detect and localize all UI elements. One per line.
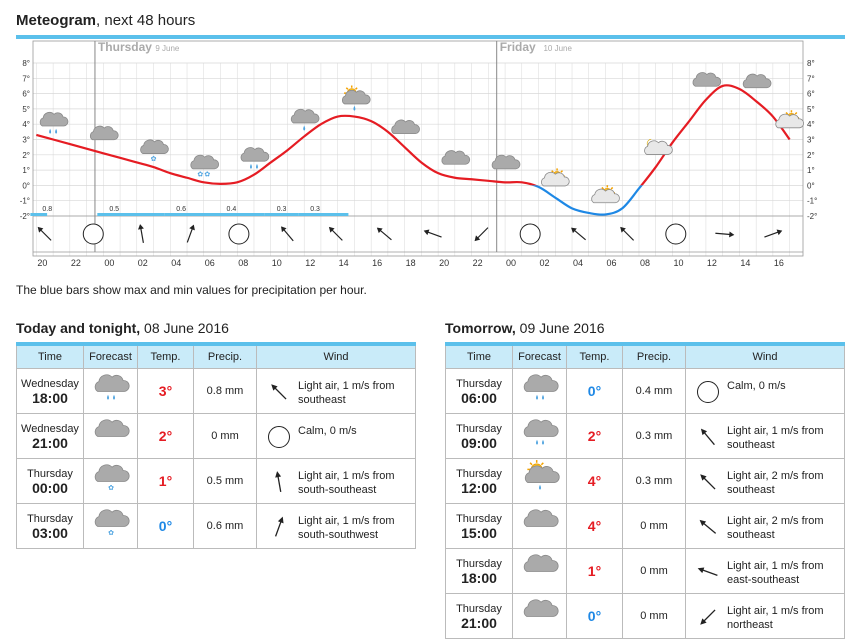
y-tick-right: 5°	[807, 104, 815, 114]
day-date: 10 June	[543, 44, 572, 53]
row-hour: 21:00	[32, 434, 68, 451]
wind-arrow-head	[274, 470, 281, 477]
row-day: Wednesday	[21, 422, 79, 435]
rain-drop	[49, 129, 51, 134]
precipitation-value: 0.8 mm	[194, 368, 257, 413]
cloud-icon	[442, 151, 470, 165]
forecast-cell	[513, 593, 567, 638]
column-header-precip: Precip.	[623, 344, 686, 368]
wind-arrow-head	[189, 224, 196, 231]
time-cell	[446, 458, 513, 503]
forecast-cell	[513, 548, 567, 593]
wind-description: Light air, 1 m/s from south-southeast	[298, 469, 395, 496]
wind-arrow-icon	[36, 225, 54, 243]
meteogram-title-rest: , next 48 hours	[96, 12, 196, 29]
hour-label: 20	[439, 258, 450, 268]
snowflake: ✿	[197, 170, 204, 179]
column-header-time: Time	[17, 344, 84, 368]
rain-drop	[113, 395, 115, 400]
precipitation-value: 0 mm	[623, 503, 686, 548]
wind-arrow-icon	[696, 560, 720, 584]
row-hour: 00:00	[32, 479, 68, 496]
today-title-date: 08 June 2016	[140, 320, 229, 336]
y-tick-right: 2°	[807, 150, 815, 160]
precipitation-value: 0 mm	[623, 593, 686, 638]
sun-cloud-rain-icon	[520, 459, 560, 499]
wind-cell	[686, 593, 845, 638]
wind-arrow-icon	[423, 228, 443, 240]
cloud-rain-icon	[520, 369, 560, 409]
wind-description: Calm, 0 m/s	[727, 379, 786, 392]
wind-arrow-icon	[696, 515, 720, 539]
hour-label: 18	[405, 258, 416, 268]
calm-circle-icon	[229, 224, 249, 244]
wind-description: Light air, 1 m/s from east-southeast	[727, 559, 824, 586]
wind-description: Light air, 1 m/s from southeast	[727, 424, 824, 451]
calm-circle	[269, 426, 290, 447]
column-header-forecast: Forecast	[513, 344, 567, 368]
meteogram-chart	[0, 39, 850, 271]
time-cell	[446, 368, 513, 413]
rain-drop	[303, 126, 305, 131]
cloud-shape	[442, 151, 470, 165]
precip-label: 0.4	[226, 206, 237, 213]
hour-label: 08	[639, 258, 650, 268]
wind-cell	[257, 413, 416, 458]
wind-arrow-head	[697, 565, 705, 573]
precip-label: 0.6	[176, 206, 187, 213]
row-hour: 03:00	[32, 524, 68, 541]
forecast-cell	[513, 368, 567, 413]
sun-ray	[561, 171, 563, 173]
precip-label: 0.3	[276, 206, 287, 213]
row-hour: 15:00	[461, 524, 497, 541]
snowflake: ✿	[150, 155, 157, 164]
forecast-cell	[84, 368, 138, 413]
forecast-cell	[84, 458, 138, 503]
precip-bar	[97, 213, 164, 216]
cloud-shape	[95, 465, 129, 482]
hour-label: 06	[606, 258, 617, 268]
tomorrow-forecast-table	[445, 342, 845, 639]
table-row	[17, 458, 416, 503]
wind-arrow-icon	[327, 225, 345, 243]
sun-ray	[541, 463, 543, 465]
precip-label: 0.3	[310, 206, 320, 213]
wind-arrow	[698, 472, 717, 491]
day-label: Friday	[499, 40, 536, 54]
temperature-value: 2°	[138, 413, 194, 458]
wind-arrow-head	[137, 224, 144, 230]
cloud-shape	[524, 555, 558, 572]
day-date: 9 June	[155, 44, 180, 53]
meteogram-title-bold: Meteogram	[16, 12, 97, 29]
snowflake: ✿	[204, 170, 211, 179]
cloud-shape	[541, 172, 569, 186]
cloud-snow2-icon	[191, 155, 219, 178]
cloud-icon	[693, 73, 721, 87]
wind-cell	[686, 413, 845, 458]
wind-description: Calm, 0 m/s	[298, 424, 357, 437]
wind-description: Light air, 2 m/s from southeast	[727, 469, 824, 496]
table-row	[446, 548, 845, 593]
temperature-value: 3°	[138, 368, 194, 413]
wind-arrow-icon	[267, 470, 291, 494]
tomorrow-title-date: 09 June 2016	[515, 320, 605, 336]
tomorrow-panel	[445, 320, 845, 639]
y-tick-right: 8°	[807, 59, 815, 68]
y-tick-right: 1°	[807, 166, 815, 176]
precip-bar	[164, 213, 214, 216]
hour-label: 10	[673, 258, 684, 268]
calm-circle	[698, 381, 719, 402]
cloud-icon	[90, 126, 118, 140]
wind-arrow-icon	[715, 230, 734, 238]
cloud-rain-icon	[91, 369, 131, 409]
cloud-shape	[524, 510, 558, 527]
hour-label: 06	[204, 258, 215, 268]
cloud-shape	[645, 141, 673, 155]
wind-description: Light air, 2 m/s from southeast	[727, 514, 824, 541]
y-tick-right: -2°	[807, 212, 818, 221]
hour-label: 22	[472, 258, 483, 268]
precipitation-value: 0 mm	[194, 413, 257, 458]
temperature-value: 1°	[138, 458, 194, 503]
hour-label: 04	[171, 258, 182, 268]
forecast-cell	[84, 503, 138, 548]
table-row	[17, 368, 416, 413]
row-hour: 18:00	[32, 389, 68, 406]
wind-arrow-icon	[696, 425, 720, 449]
temperature-value: 4°	[567, 458, 623, 503]
cloud-shape	[392, 120, 420, 134]
row-day: Thursday	[456, 422, 502, 435]
cloud-snow-icon	[91, 459, 131, 499]
precip-label: 0.5	[109, 206, 120, 213]
cloud-icon	[743, 74, 771, 88]
cloud-shape	[524, 375, 558, 392]
precipitation-value: 0.3 mm	[623, 413, 686, 458]
wind-arrow-icon	[472, 226, 490, 244]
sun-ray	[611, 187, 613, 189]
time-cell	[446, 503, 513, 548]
column-header-wind: Wind	[257, 344, 416, 368]
wind-arrow-icon	[763, 228, 783, 240]
row-day: Thursday	[27, 512, 73, 525]
cloud-shape	[492, 155, 520, 169]
today-title-bold: Today and tonight,	[16, 320, 141, 336]
y-tick-left: 0°	[22, 181, 30, 191]
row-day: Wednesday	[21, 377, 79, 390]
hour-label: 22	[70, 258, 81, 268]
temperature-value: 0°	[567, 593, 623, 638]
precipitation-value: 0.4 mm	[623, 368, 686, 413]
cloud-snow-icon	[141, 140, 169, 163]
y-tick-left: 2°	[22, 150, 30, 160]
hour-label: 02	[137, 258, 148, 268]
cloud-shape	[342, 90, 370, 104]
rain-drop	[536, 395, 538, 400]
wind-arrow-icon	[267, 515, 291, 539]
wind-arrow	[274, 470, 284, 492]
column-header-precip: Precip.	[194, 344, 257, 368]
row-hour: 06:00	[461, 389, 497, 406]
y-tick-right: 6°	[807, 89, 815, 99]
wind-arrow-icon	[267, 380, 291, 404]
forecast-cell	[513, 413, 567, 458]
time-cell	[446, 548, 513, 593]
precipitation-value: 0.6 mm	[194, 503, 257, 548]
rain-drop	[353, 106, 355, 111]
precip-bar	[30, 213, 47, 216]
wind-arrow-icon	[618, 225, 636, 243]
hour-label: 00	[104, 258, 115, 268]
column-header-wind: Wind	[686, 344, 845, 368]
temperature-value: 4°	[567, 503, 623, 548]
wind-arrow	[273, 515, 286, 537]
wind-arrow	[698, 517, 718, 535]
temperature-value: 2°	[567, 413, 623, 458]
sun-ray	[346, 88, 348, 90]
cloud-rain-icon	[520, 414, 560, 454]
cloud-shape	[40, 112, 68, 126]
hour-label: 12	[305, 258, 316, 268]
meteogram-caption: The blue bars show max and min values for precipitation per hour.	[16, 283, 367, 297]
row-day: Thursday	[456, 557, 502, 570]
cloud-shape	[95, 510, 129, 527]
y-tick-left: 1°	[22, 166, 30, 176]
cloud-icon	[392, 120, 420, 134]
column-header-temp: Temp.	[138, 344, 194, 368]
tomorrow-title-bold: Tomorrow,	[445, 320, 516, 336]
y-tick-left: 6°	[22, 89, 30, 99]
sun-ray	[356, 88, 358, 90]
wind-arrow-icon	[184, 224, 196, 244]
row-day: Thursday	[456, 377, 502, 390]
rain-drop	[536, 440, 538, 445]
moon-cloud-icon	[645, 139, 673, 154]
row-hour: 12:00	[461, 479, 497, 496]
y-tick-right: 3°	[807, 135, 815, 145]
hour-label: 20	[37, 258, 48, 268]
cloud-shape	[90, 126, 118, 140]
wind-description: Light air, 1 m/s from south-southwest	[298, 514, 395, 541]
wind-arrow	[697, 565, 719, 578]
cloud-icon	[520, 504, 560, 544]
temperature-value: 1°	[567, 548, 623, 593]
wind-arrow-icon	[279, 224, 296, 242]
today-panel	[16, 320, 416, 549]
wind-cell	[686, 548, 845, 593]
cloud-rain-icon	[40, 112, 68, 133]
rain-drop	[250, 164, 252, 169]
wind-arrow	[699, 426, 717, 446]
y-tick-left: 7°	[22, 74, 30, 84]
row-day: Thursday	[456, 602, 502, 615]
wind-cell	[257, 368, 416, 413]
cloud-shape	[743, 74, 771, 88]
calm-circle-icon	[666, 224, 686, 244]
cloud-icon	[520, 549, 560, 589]
wind-cell	[686, 368, 845, 413]
sun-ray	[530, 463, 532, 465]
calm-circle-icon	[520, 224, 540, 244]
row-hour: 09:00	[461, 434, 497, 451]
cloud-shape	[693, 73, 721, 87]
wind-arrow-icon	[696, 470, 720, 494]
wind-cell	[257, 458, 416, 503]
hour-label: 16	[773, 258, 784, 268]
hour-label: 04	[573, 258, 584, 268]
wind-arrow	[269, 382, 288, 401]
rain-drop	[542, 440, 544, 445]
precipitation-value: 0.5 mm	[194, 458, 257, 503]
table-row	[17, 413, 416, 458]
hour-label: 14	[740, 258, 751, 268]
row-hour: 21:00	[461, 614, 497, 631]
wind-arrow-icon	[137, 224, 146, 244]
precipitation-value: 0 mm	[623, 548, 686, 593]
table-row	[446, 593, 845, 638]
wind-description: Light air, 1 m/s from northeast	[727, 604, 824, 631]
table-row	[446, 368, 845, 413]
wind-description: Light air, 1 m/s from southeast	[298, 379, 395, 406]
rain-drop	[107, 395, 109, 400]
time-cell	[17, 368, 84, 413]
day-label: Thursday	[97, 40, 152, 54]
row-day: Thursday	[456, 512, 502, 525]
hour-label: 08	[238, 258, 249, 268]
cloud-snow-icon	[91, 504, 131, 544]
tomorrow-title	[445, 320, 845, 340]
time-cell	[446, 593, 513, 638]
wind-arrow-icon	[375, 225, 393, 242]
temperature-value: 0°	[138, 503, 194, 548]
cloud-shape	[141, 140, 169, 154]
forecast-cell	[84, 413, 138, 458]
rain-drop	[55, 129, 57, 134]
wind-arrow-head	[729, 231, 735, 237]
meteogram-title	[16, 12, 195, 29]
y-tick-right: 0°	[807, 181, 815, 191]
table-row	[446, 413, 845, 458]
wind-arrow-icon	[696, 605, 720, 629]
table-row	[446, 458, 845, 503]
cloud-shape	[291, 109, 319, 123]
y-tick-left: -2°	[19, 212, 30, 221]
rain-drop	[256, 164, 258, 169]
wind-arrow	[698, 607, 717, 626]
snowflake: ✿	[107, 483, 114, 492]
precip-bar	[215, 213, 265, 216]
hour-label: 10	[271, 258, 282, 268]
forecast-cell	[513, 503, 567, 548]
calm-circle-icon	[696, 380, 720, 404]
cloud-icon	[520, 594, 560, 634]
column-header-forecast: Forecast	[84, 344, 138, 368]
cloud-shape	[524, 420, 558, 437]
wind-cell	[686, 503, 845, 548]
precip-bar	[298, 213, 348, 216]
cloud-shape	[95, 420, 129, 437]
y-tick-left: -1°	[19, 196, 30, 206]
precip-label: 0.8	[42, 206, 53, 213]
cloud-icon	[492, 155, 520, 169]
cloud-shape	[525, 466, 559, 483]
hour-label: 16	[372, 258, 383, 268]
cloud-shape	[191, 155, 219, 169]
y-tick-left: 4°	[22, 120, 30, 130]
rain-drop	[539, 485, 541, 490]
temperature-value: 0°	[567, 368, 623, 413]
today-forecast-table	[16, 342, 416, 549]
cloud-shape	[524, 600, 558, 617]
calm-circle-icon	[267, 425, 291, 449]
y-tick-right: -1°	[807, 196, 818, 206]
y-tick-left: 3°	[22, 135, 30, 145]
precipitation-value: 0.3 mm	[623, 458, 686, 503]
y-tick-left: 5°	[22, 104, 30, 114]
wind-arrow-head	[777, 228, 784, 235]
wind-cell	[257, 503, 416, 548]
table-row	[446, 503, 845, 548]
y-tick-right: 7°	[807, 74, 815, 84]
table-row	[17, 503, 416, 548]
column-header-time: Time	[446, 344, 513, 368]
rain-drop	[542, 395, 544, 400]
cloud-shape	[776, 114, 804, 128]
wind-arrow-head	[423, 228, 430, 235]
time-cell	[17, 503, 84, 548]
time-cell	[17, 413, 84, 458]
wind-arrow-head	[278, 515, 286, 523]
row-day: Thursday	[456, 467, 502, 480]
wind-cell	[686, 458, 845, 503]
cloud-icon	[91, 414, 131, 454]
row-day: Thursday	[27, 467, 73, 480]
time-cell	[17, 458, 84, 503]
cloud-shape	[241, 148, 269, 162]
time-cell	[446, 413, 513, 458]
y-tick-right: 4°	[807, 120, 815, 130]
snowflake: ✿	[107, 528, 114, 537]
hour-label: 02	[539, 258, 550, 268]
cloud-shape	[95, 375, 129, 392]
cloud-shape	[592, 189, 620, 203]
sun-cloud-rain-icon	[342, 86, 370, 111]
column-header-temp: Temp.	[567, 344, 623, 368]
hour-label: 12	[706, 258, 717, 268]
y-tick-left: 8°	[22, 59, 30, 68]
sun-ray	[795, 112, 797, 114]
forecast-cell	[513, 458, 567, 503]
hour-label: 14	[338, 258, 349, 268]
today-title	[16, 320, 416, 340]
precip-bar	[265, 213, 298, 216]
calm-circle-icon	[83, 224, 103, 244]
row-hour: 18:00	[461, 569, 497, 586]
hour-label: 00	[506, 258, 517, 268]
